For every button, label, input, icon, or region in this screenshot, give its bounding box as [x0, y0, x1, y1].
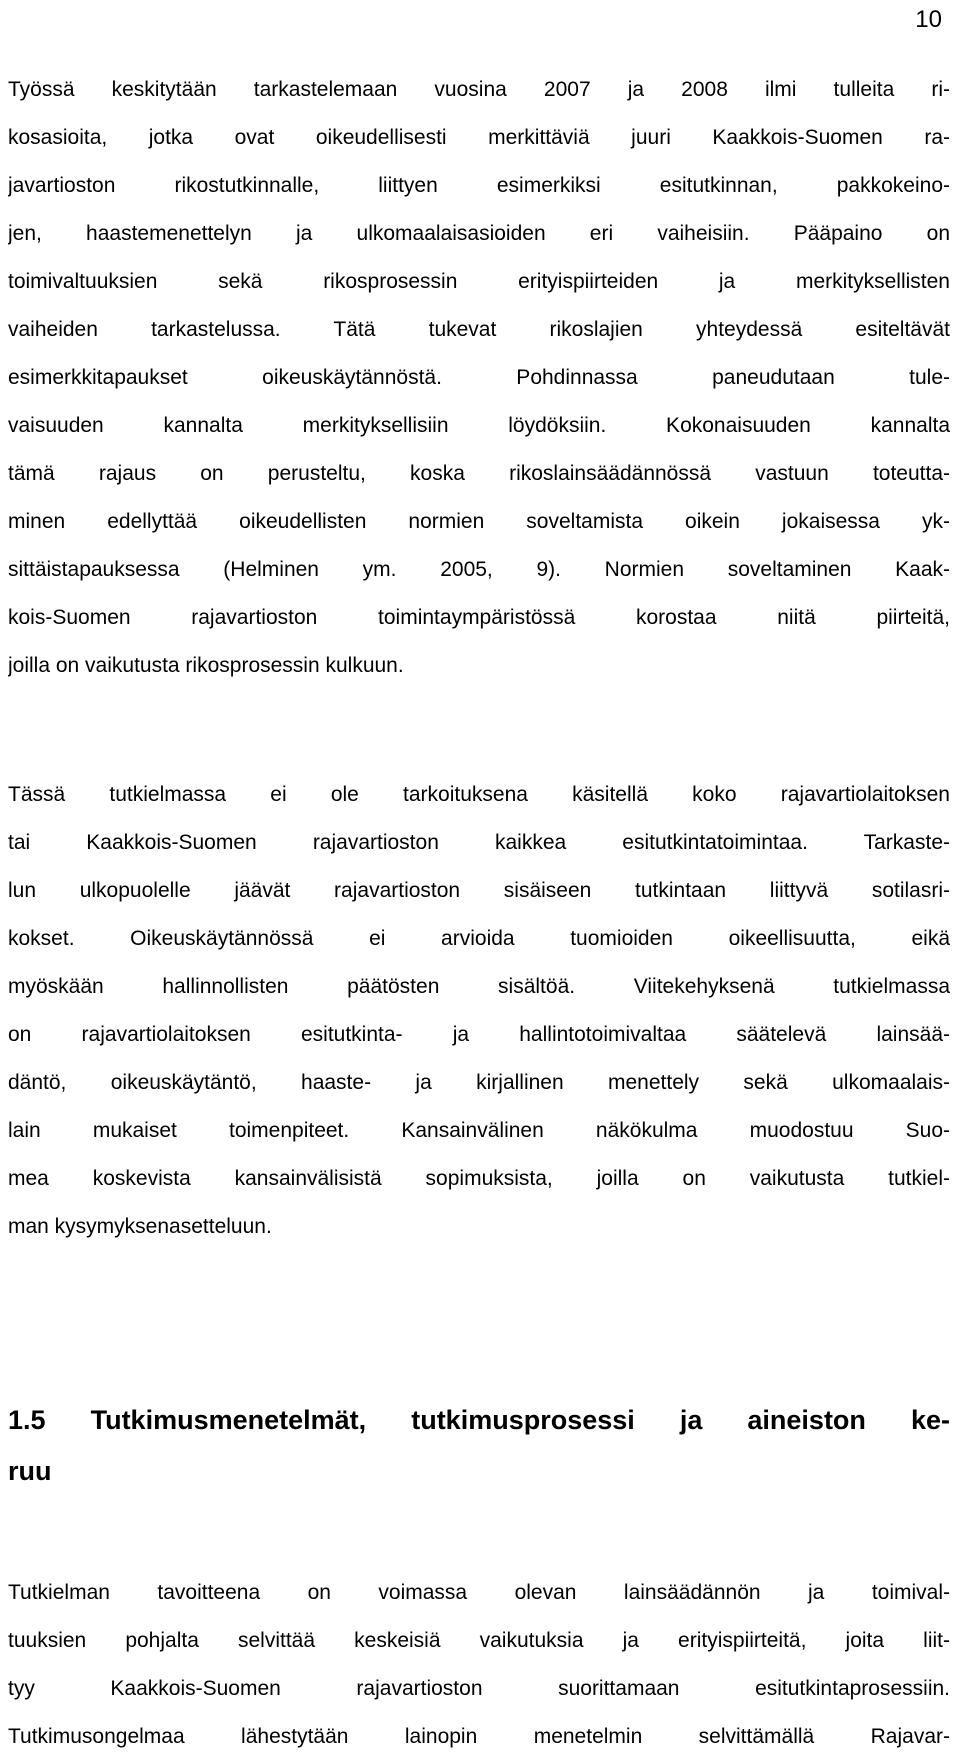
- text-line: tai Kaakkois-Suomen rajavartioston kaikkea esitutkintatoimintaa. Tarkaste-: [8, 831, 950, 854]
- text-line: kosasioita, jotka ovat oikeudellisesti merkittäviä juuri Kaakkois-Suomen ra-: [8, 126, 950, 149]
- text-line: on rajavartiolaitoksen esitutkinta- ja hallintotoimivaltaa säätelevä lainsää-: [8, 1023, 950, 1046]
- section-heading: [8, 1395, 950, 1497]
- text-line: Tutkielman tavoitteena on voimassa olevan lainsäädännön ja toimival-: [8, 1581, 950, 1604]
- text-line: joilla on vaikutusta rikosprosessin kulkuun.: [8, 654, 404, 677]
- text-line: mea koskevista kansainvälisistä sopimuksista, joilla on vaikutusta tutkiel-: [8, 1167, 950, 1190]
- text-line: esimerkkitapaukset oikeuskäytännöstä. Pohdinnassa paneudutaan tule-: [8, 366, 950, 389]
- text-line: Tutkimusongelmaa lähestytään lainopin menetelmin selvittämällä Rajavar-: [8, 1725, 950, 1748]
- paragraph-scope: [8, 66, 950, 690]
- text-line: däntö, oikeuskäytäntö, haaste- ja kirjallinen menettely sekä ulkomaalais-: [8, 1071, 950, 1094]
- heading-line: 1.5 Tutkimusmenetelmät, tutkimusprosessi ja aineiston ke-: [8, 1405, 950, 1435]
- text-line: Työssä keskitytään tarkastelemaan vuosina 2007 ja 2008 ilmi tulleita ri-: [8, 78, 950, 101]
- text-line: jen, haastemenettelyn ja ulkomaalaisasioiden eri vaiheisiin. Pääpaino on: [8, 222, 950, 245]
- text-line: myöskään hallinnollisten päätösten sisältöä. Viitekehyksenä tutkielmassa: [8, 975, 950, 998]
- text-line: vaiheiden tarkastelussa. Tätä tukevat rikoslajien yhteydessä esiteltävät: [8, 318, 950, 341]
- text-line: sittäistapauksessa (Helminen ym. 2005, 9). Normien soveltaminen Kaak-: [8, 558, 950, 581]
- heading-line: ruu: [8, 1456, 52, 1486]
- text-line: man kysymyksenasetteluun.: [8, 1215, 272, 1238]
- text-line: javartioston rikostutkinnalle, liittyen esimerkiksi esitutkinnan, pakkokeino-: [8, 174, 950, 197]
- text-line: tuuksien pohjalta selvittää keskeisiä vaikutuksia ja erityispiirteitä, joita liit-: [8, 1629, 950, 1652]
- text-line: tyy Kaakkois-Suomen rajavartioston suorittamaan esitutkintaprosessiin.: [8, 1677, 950, 1700]
- text-line: lain mukaiset toimenpiteet. Kansainvälinen näkökulma muodostuu Suo-: [8, 1119, 950, 1142]
- text-line: kokset. Oikeuskäytännössä ei arvioida tuomioiden oikeellisuutta, eikä: [8, 927, 950, 950]
- text-line: lun ulkopuolelle jäävät rajavartioston sisäiseen tutkintaan liittyvä sotilasri-: [8, 879, 950, 902]
- paragraph-methods: [8, 1569, 950, 1761]
- text-line: Tässä tutkielmassa ei ole tarkoituksena käsitellä koko rajavartiolaitoksen: [8, 783, 950, 806]
- text-line: minen edellyttää oikeudellisten normien soveltamista oikein jokaisessa yk-: [8, 510, 950, 533]
- paragraph-limitations: [8, 771, 950, 1251]
- text-line: toimivaltuuksien sekä rikosprosessin erityispiirteiden ja merkityksellisten: [8, 270, 950, 293]
- text-line: vaisuuden kannalta merkityksellisiin löydöksiin. Kokonaisuuden kannalta: [8, 414, 950, 437]
- page-number: 10: [915, 6, 942, 33]
- text-line: tämä rajaus on perusteltu, koska rikoslainsäädännössä vastuun toteutta-: [8, 462, 950, 485]
- text-line: kois-Suomen rajavartioston toimintaympäristössä korostaa niitä piirteitä,: [8, 606, 950, 629]
